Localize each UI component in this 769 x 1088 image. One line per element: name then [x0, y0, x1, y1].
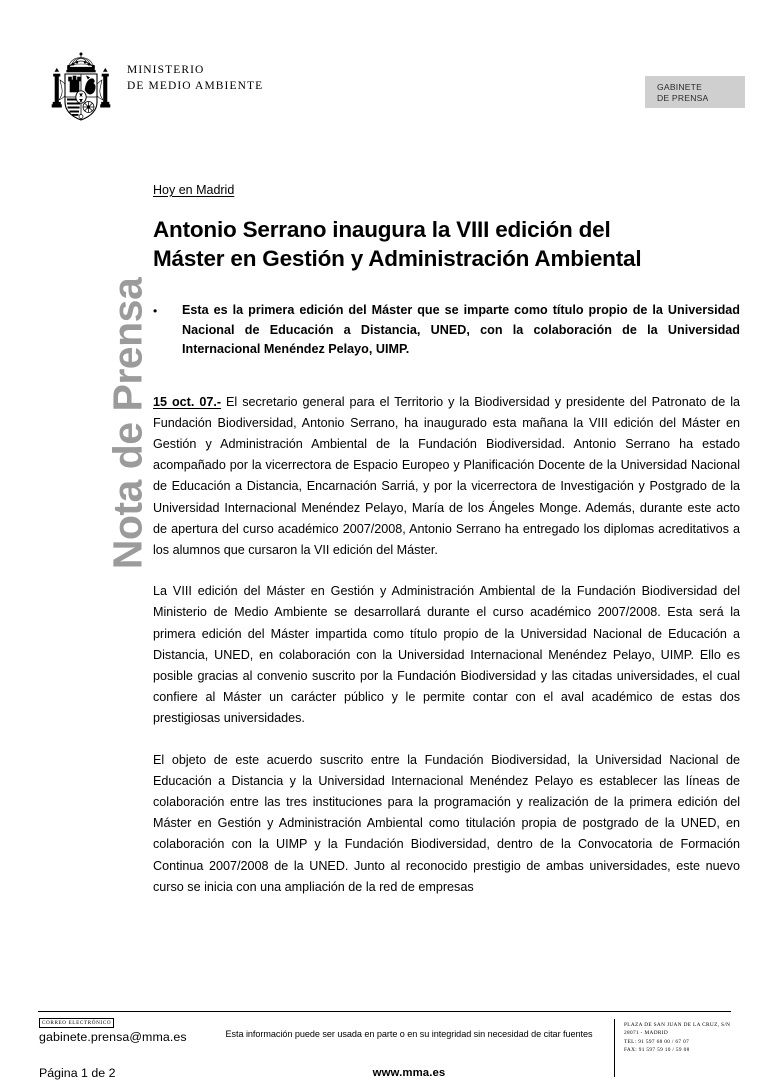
- address-line-4: FAX: 91 597 59 10 / 59 08: [624, 1047, 690, 1054]
- nota-de-prensa-vertical-label: Nota de Prensa: [104, 277, 151, 570]
- document-footer: [0, 1011, 769, 1088]
- footer-divider-line: [38, 1011, 731, 1012]
- contact-address: [624, 1021, 730, 1055]
- ministry-logo-block: [44, 52, 263, 124]
- press-office-badge: [645, 76, 745, 108]
- press-office-line-1: GABINETE: [657, 82, 703, 92]
- email-label: CORREO ELECTRÓNICO: [39, 1018, 114, 1028]
- ministry-line-2: DE MEDIO AMBIENTE: [127, 80, 264, 92]
- headline-line-2: Máster en Gestión y Administración Ambiental: [153, 246, 642, 271]
- address-line-2: 28071 - MADRID: [624, 1030, 669, 1037]
- paragraph-3: El objeto de este acuerdo suscrito entre la Fundación Biodiversidad, la Universidad Nacional de Educación a Distancia y la Universidad Internacional Menéndez Pelayo es establecer las líneas de colaboración entre las tres instituciones para la programación y realización de la primera edición del Máster en Gestión y Administración Ambiental como titulación propia de postgrado de la UNED, en colaboración con la UIMP y la Fundación Biodiversidad, dentro de la Convocatoria de Formación Continua 2007/2008 de la UNED. Junto al reconocido prestigio de ambas universidades, este nuevo curso se inicia con una ampliación de la red de empresas: [153, 752, 740, 894]
- ministry-name: [127, 62, 263, 94]
- ministry-line-1: MINISTERIO: [127, 64, 205, 76]
- highlights-list: [153, 301, 740, 360]
- bullet-text: Esta es la primera edición del Máster que se imparte como título propio de la Universidad Nacional de Educación a Distancia, UNED, con la colaboración de la Universidad Internacional Menéndez Pelayo, UIMP.: [182, 303, 740, 356]
- headline-line-1: Antonio Serrano inaugura la VIII edición del: [153, 217, 611, 242]
- website-url[interactable]: www.mma.es: [372, 1067, 446, 1079]
- page-number: Página 1 de 2: [39, 1066, 116, 1080]
- paragraph-1: [153, 392, 740, 562]
- paragraph-1-text: El secretario general para el Territorio y la Biodiversidad y presidente del Patronato de la Fundación Biodiversidad, Antonio Serrano, ha inaugurado esta mañana la VIII edición del Máster en Gestión y Administración Ambiental de la Fundación Biodiversidad. Antonio Serrano ha estado acompañado por la vicerrectora de Espacio Europeo y Planificación Docente de la Universidad Nacional de Educación a Distancia, Encarnación Sarriá, y por la vicerrectora de Investigación y Postgrado de la Universidad Internacional Menéndez Pelayo, María de los Ángeles Monge. Además, durante este acto de apertura del curso académico 2007/2008, Antonio Serrano ha entregado los diplomas acreditativos a los alumnos que cursaron la VII edición del Máster.: [153, 394, 740, 557]
- footer-vertical-divider: [614, 1019, 615, 1077]
- address-line-3: TEL: 91 597 68 00 / 67 07: [624, 1038, 690, 1045]
- usage-note: Esta información puede ser usada en parte o en su integridad sin necesidad de citar fuentes: [225, 1029, 593, 1039]
- email-address[interactable]: gabinete.prensa@mma.es: [39, 1030, 187, 1044]
- document-body: [153, 183, 740, 898]
- press-office-line-2: DE PRENSA: [657, 93, 709, 103]
- address-line-1: PLAZA DE SAN JUAN DE LA CRUZ, S/N: [624, 1022, 731, 1028]
- dateline-kicker: Hoy en Madrid: [153, 183, 235, 197]
- spain-coat-of-arms-icon: [44, 52, 118, 124]
- paragraph-2: La VIII edición del Máster en Gestión y Administración Ambiental de la Fundación Biodiversidad del Ministerio de Medio Ambiente se desarrollará durante el curso académico 2007/2008. Esta será la primera edición del Máster impartida como título propio de la Universidad Nacional de Educación a Distancia, UNED, en colaboración con la Universidad Internacional Menéndez Pelayo, UIMP. Ello es posible gracias al convenio suscrito por la Fundación Biodiversidad y las citadas universidades, el cual confiere al Máster un carácter público y le permite contar con el aval académico de estas dos prestigiosas universidades.: [153, 584, 740, 726]
- list-item: [153, 301, 740, 360]
- bullet-marker-icon: •: [153, 304, 158, 318]
- page-title: [153, 215, 740, 273]
- dateline: 15 oct. 07.-: [153, 394, 222, 409]
- document-header: [0, 0, 769, 140]
